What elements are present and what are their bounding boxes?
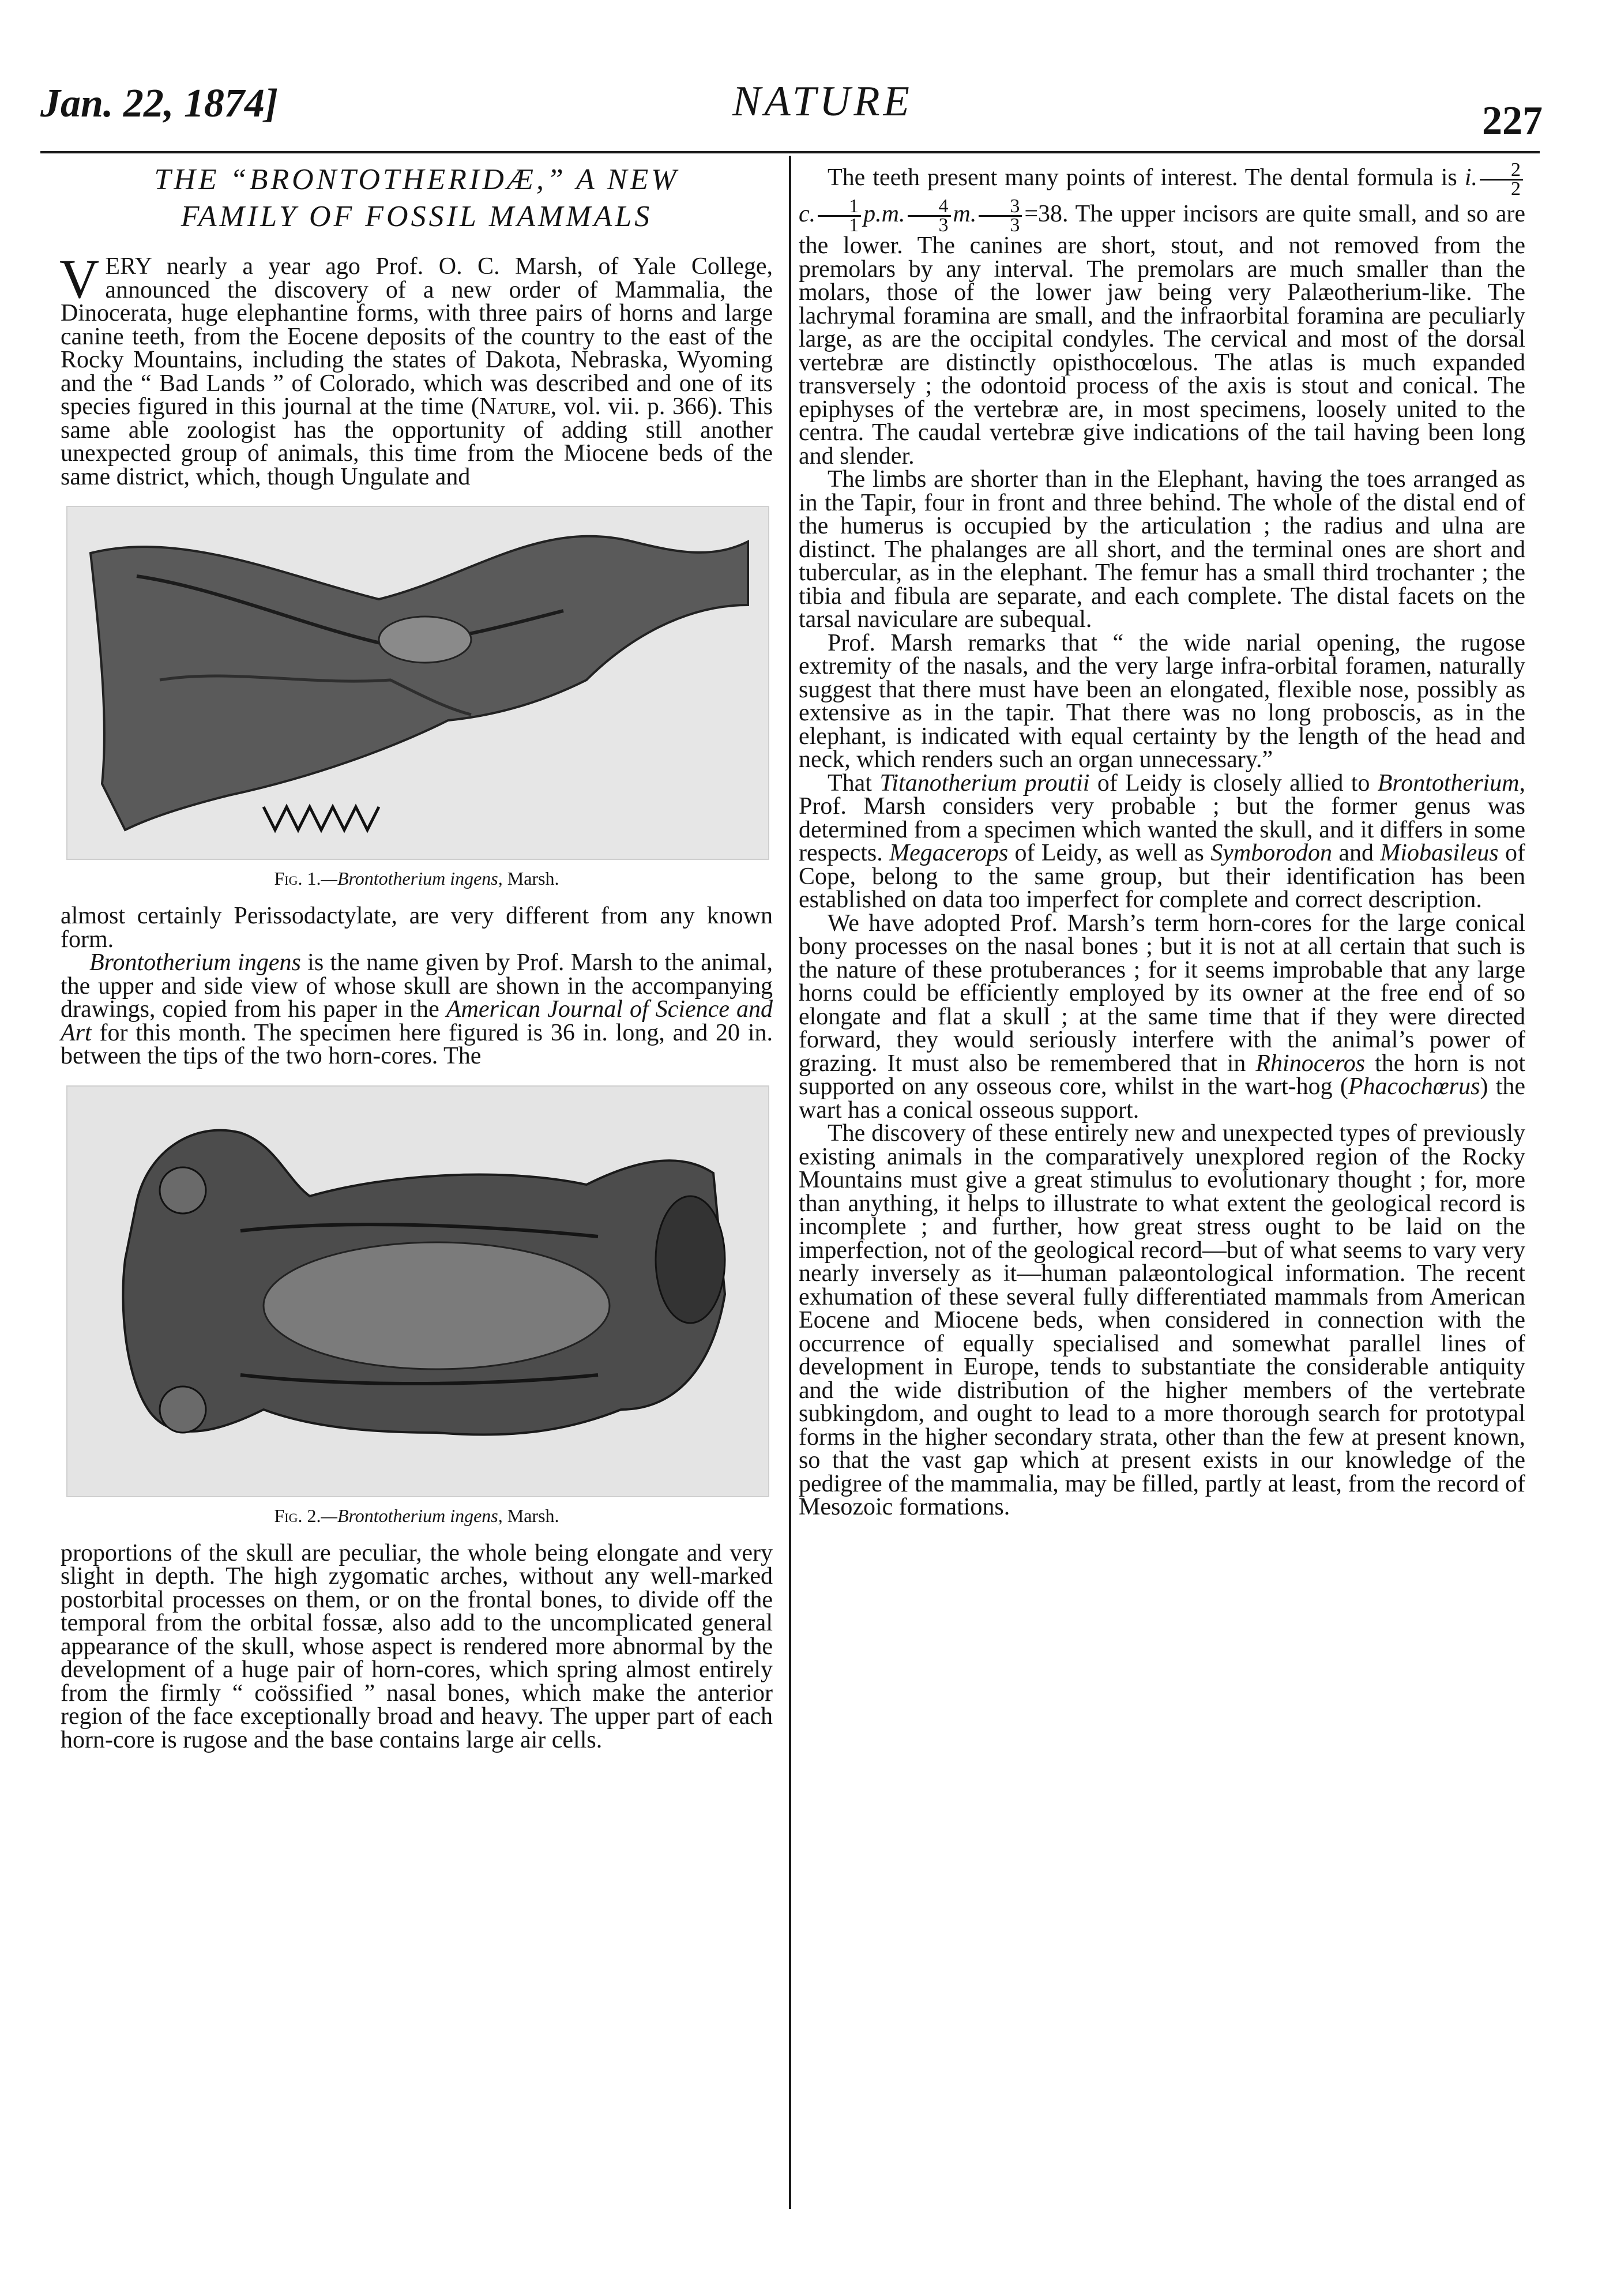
right-paragraph-1: The teeth present many points of interest. The dental formula is i. $\frac{2}{2}$ c. $\frac{1}{1}$ p.m. $\frac{4}{3}$ m. $\frac{3}{3}$ =38. The upper incisors are quite small, and so are the lower. The canines are short, stout, and not removed from the premolars by any interval. The premolars are much smaller than the molars, those of the lower jaw being very Palæotherium-like. The lachrymal foramina are small, and the infraorbital foramina are peculiarly large, as are the occipital condyles. The cervical and most of the dorsal vertebræ are distinctly opisthocœlous. The atlas is much expanded transversely ; the odontoid process of the axis is stout and conical. The epiphyses of the vertebræ are, in most specimens, loosely united to the centra. The caudal vertebræ give indications of the tail having been long and slender. bbox=[799, 159, 1525, 469]
left-p1-b: , vol. vii. p. 366). This same able zoologist has the opportunity of adding still another unexpected group of animals, this time from the Miocene beds of the same district, which, though Ungulate and bbox=[61, 393, 773, 490]
formula-molars: $\frac{3}{3}$ bbox=[979, 198, 1022, 234]
formula-canines: $\frac{1}{1}$ bbox=[818, 198, 861, 234]
right-paragraph-5: We have adopted Prof. Marsh’s term horn-cores for the large conical bony processes on the nasal bones ; but it is not at all certain that such is the nature of these protuberances ; for it seems improbable that any large horns could be efficiently employed by its owner at the free end of so elongate and flat a skull ; at the same time that if they were directed forward, they would seriously interfere with the animal’s power of grazing. It must also be remembered that in Rhinoceros the horn is not supported on any osseous core, whilst in the wart-hog (Phacochœrus) the wart has a conical osseous support. bbox=[799, 910, 1526, 1123]
right-column bbox=[799, 161, 1525, 1519]
left-paragraph-1 bbox=[59, 248, 773, 490]
page-number: 227 bbox=[1482, 99, 1543, 143]
formula-premolars: $\frac{4}{3}$ bbox=[908, 198, 951, 234]
header-rule bbox=[40, 151, 1540, 153]
journal-title: NATURE bbox=[732, 78, 913, 125]
skull-top-view-image bbox=[66, 1085, 769, 1497]
figure-2-caption: Fig. 2.—Brontotherium ingens, Marsh. bbox=[274, 1505, 559, 1526]
skull-side-view-image bbox=[66, 506, 769, 860]
column-rule bbox=[789, 156, 791, 2209]
article-title-line2: FAMILY OF FOSSIL MAMMALS bbox=[180, 200, 653, 233]
page-header bbox=[40, 69, 1543, 150]
journal-name: American Journal of Science and Art bbox=[61, 996, 773, 1046]
figure-1 bbox=[61, 506, 773, 889]
left-p1-a: ERY nearly a year ago Prof. O. C. Marsh, of Yale College, announced the discovery of a new order of Mammalia, the Dinocerata, huge elephantine forms, with three pairs of horns and large canine teeth, from the Eocene deposits of the country to the east of the Rocky Mountains, including the states of Dakota, Nebraska, Wyoming and the “ Bad Lands ” of Colorado, which was described and one of its species figured in this journal at the time ( bbox=[61, 253, 773, 420]
left-paragraph-4: proportions of the skull are peculiar, the whole being elongate and very slight in depth. The high zygomatic arches, without any well-marked postorbital processes on them, or on the frontal bones, to divide off the temporal from the orbital fossæ, also add to the uncomplicated general appearance of the skull, whose aspect is rendered more abnormal by the development of a huge pair of horn-cores, which spring almost entirely from the firmly “ coössified ” nasal bones, which make the anterior region of the face exceptionally broad and heavy. The upper part of each horn-core is rugose and the base contains large air cells. bbox=[61, 1539, 773, 1753]
left-column bbox=[61, 161, 773, 1752]
formula-incisors: $\frac{2}{2}$ bbox=[1480, 161, 1523, 198]
drop-cap: V bbox=[59, 248, 100, 310]
figure-2 bbox=[61, 1085, 773, 1527]
right-paragraph-6: The discovery of these entirely new and unexpected types of previously existing animals in the comparatively unexplored region of the Rocky Mountains must give a great stimulus to evolutionary thought ; for, more than anything, it helps to illustrate to what extent the geological record is incomplete ; and further, how great stress ought to be laid on the imperfection, not of the geological record—but of what seems to vary very nearly inversely as it—human palæontological information. The recent exhumation of these several fully differentiated mammals from American Eocene and Miocene beds, when considered in connection with the occurrence of equally specialised and somewhat parallel lines of development in Europe, tends to substantiate the considerable antiquity and the wide distribution of the higher members of the vertebrate subkingdom, and ought to lead to a more thorough search for prototypal forms in the higher secondary strata, other than the few at present known, so that the vast gap which at present exists in our knowledge of the pedigree of the mammalia, may be filled, partly at least, from the record of Mesozoic formations. bbox=[799, 1120, 1525, 1520]
article-title-line1: THE “BRONTOTHERIDÆ,” A NEW bbox=[154, 163, 679, 196]
right-paragraph-4: That Titanotherium proutii of Leidy is closely allied to Brontotherium, Prof. Marsh considers very probable ; but the former genus was determined from a specimen which wanted the skull, and it differs in some respects. Megacerops of Leidy, as well as Symborodon and Miobasileus of Cope, belong to the same group, but their identification has been established on data too imperfect for complete and correct description. bbox=[799, 769, 1526, 913]
nature-ref: Nature bbox=[479, 393, 551, 420]
species-name: Brontotherium ingens bbox=[89, 949, 301, 976]
left-paragraph-2: almost certainly Perissodactylate, are very different from any known form. bbox=[61, 903, 773, 953]
left-paragraph-3: Brontotherium ingens is the name given by Prof. Marsh to the animal, the upper and side view of whose skull are shown in the accompanying drawings, copied from his paper in the American Journal of Science and Art for this month. The specimen here figured is 36 in. long, and 20 in. between the tips of the two horn-cores. The bbox=[61, 949, 773, 1069]
figure-1-caption: Fig. 1.—Brontotherium ingens, Marsh. bbox=[274, 868, 559, 889]
right-paragraph-3: Prof. Marsh remarks that “ the wide narial opening, the rugose extremity of the nasals, and the very large infra-orbital foramen, naturally suggest that there must have been an elongated, flexible nose, possibly as extensive as in the tapir. That there was no long proboscis, as in the elephant, is indicated with equal certainty by the length of the head and neck, which renders such an organ unnecessary.” bbox=[799, 629, 1525, 773]
article-title bbox=[61, 161, 773, 235]
right-paragraph-2: The limbs are shorter than in the Elephant, having the toes arranged as in the Tapir, four in front and three behind. The whole of the distal end of the humerus is occupied by the articulation ; the radius and ulna are distinct. The phalanges are all short, and the terminal ones are short and tubercular, as in the elephant. The femur has a small third trochanter ; the tibia and fibula are separate, and each complete. The distal facets on the tarsal naviculare are subequal. bbox=[799, 466, 1525, 633]
issue-date: Jan. 22, 1874] bbox=[40, 81, 279, 126]
